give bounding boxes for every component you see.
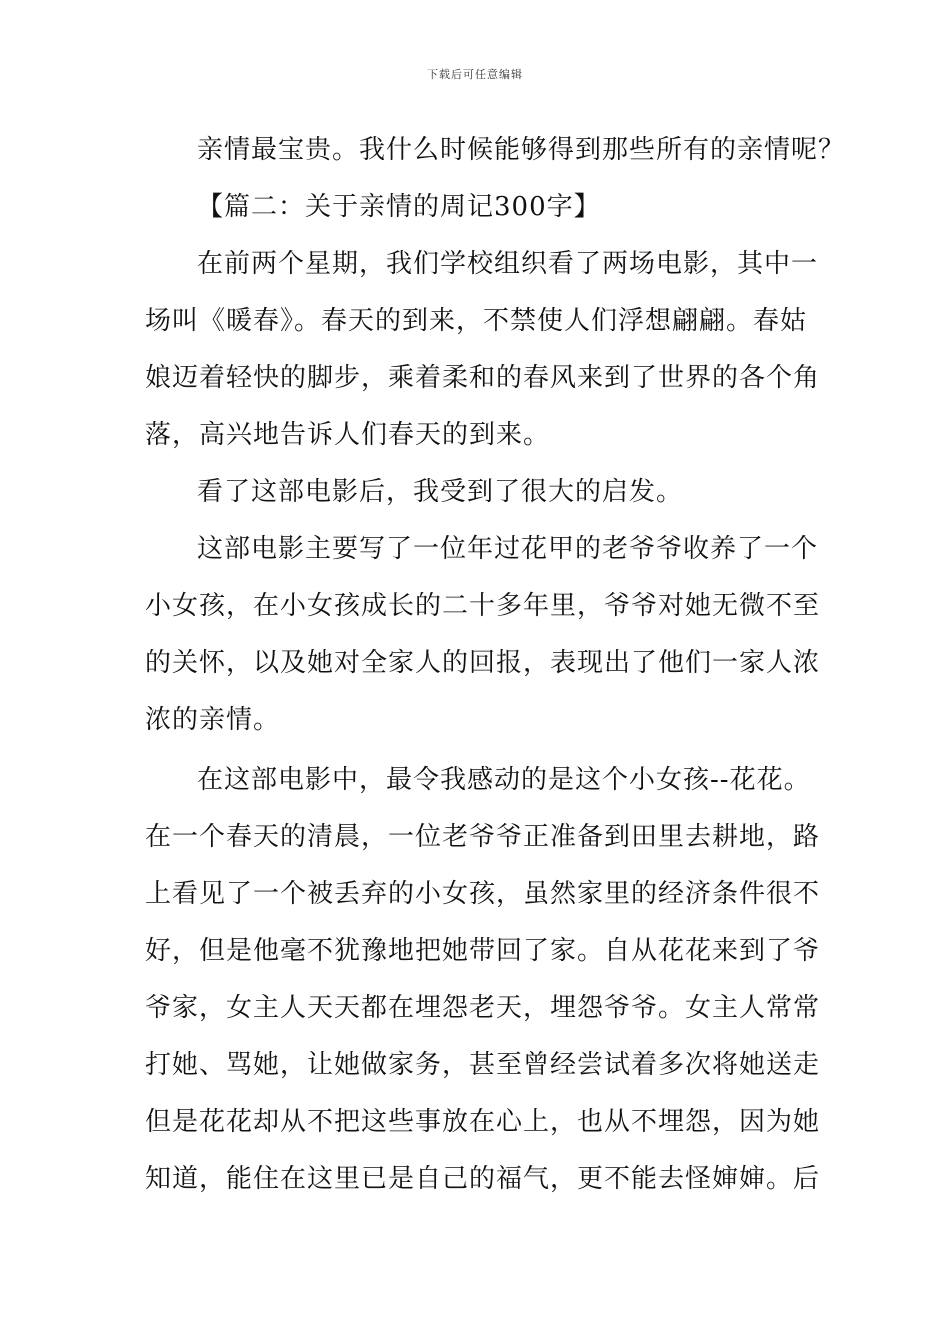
text-line: 落，高兴地告诉人们春天的到来。 (145, 420, 551, 450)
text-line: 看了这部电影后，我受到了很大的启发。 (197, 477, 684, 507)
text-line: 在前两个星期，我们学校组织看了两场电影，其中一 (197, 249, 819, 279)
text-line: 知道，能住在这里已是自己的福气，更不能去怪婶婶。后 (145, 1164, 821, 1194)
text-line: 上看见了一个被丢弃的小女孩，虽然家里的经济条件很不 (145, 879, 821, 909)
text-line: 的关怀，以及她对全家人的回报，表现出了他们一家人浓 (145, 648, 821, 678)
page-header: 下载后可任意编辑 (427, 68, 523, 81)
text-line: 浓的亲情。 (145, 705, 281, 735)
text-line: 这部电影主要写了一位年过花甲的老爷爷收养了一个 (197, 534, 819, 564)
text-line: 小女孩，在小女孩成长的二十多年里，爷爷对她无微不至 (145, 591, 821, 621)
text-line: 打她、骂她，让她做家务，甚至曾经尝试着多次将她送走 (145, 1050, 821, 1080)
text-line: 在这部电影中，最令我感动的是这个小女孩--花花。 (197, 765, 811, 795)
section-heading: 【篇二：关于亲情的周记300字】 (197, 192, 601, 222)
text-line: 好，但是他毫不犹豫地把她带回了家。自从花花来到了爷 (145, 936, 821, 966)
text-line: 场叫《暖春》。春天的到来，不禁使人们浮想翩翩。春姑 (145, 306, 808, 336)
text-line: 在一个春天的清晨，一位老爷爷正准备到田里去耕地，路 (145, 822, 821, 852)
text-line: 亲情最宝贵。我什么时候能够得到那些所有的亲情呢？ (197, 135, 846, 165)
text-line: 爷家，女主人天天都在埋怨老天，埋怨爷爷。女主人常常 (145, 993, 821, 1023)
text-line: 但是花花却从不把这些事放在心上，也从不埋怨，因为她 (145, 1107, 821, 1137)
text-line: 娘迈着轻快的脚步，乘着柔和的春风来到了世界的各个角 (145, 363, 821, 393)
